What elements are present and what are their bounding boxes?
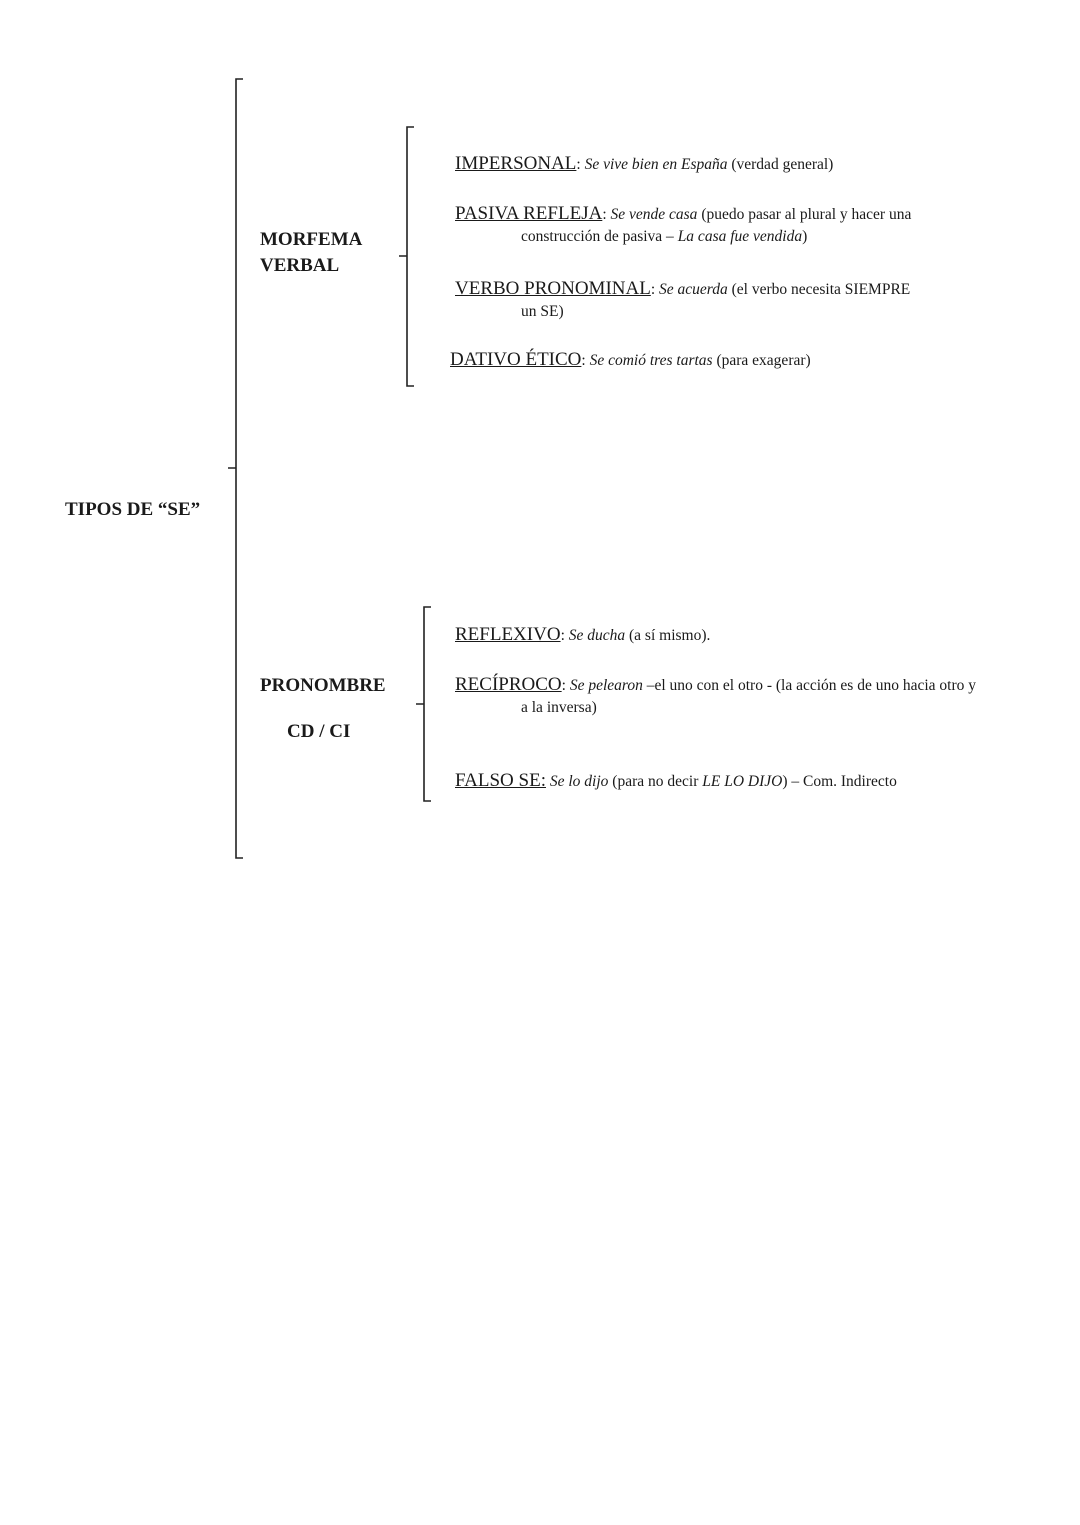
entry-cont-text: construcción de pasiva – bbox=[521, 228, 678, 245]
group-label-morfema-verbal bbox=[260, 227, 362, 279]
group-label-pronombre-line2: CD / CI bbox=[287, 721, 351, 742]
entry-rest-example: LE LO DIJO bbox=[702, 773, 783, 790]
entry-example: Se lo dijo bbox=[549, 773, 609, 790]
entry-rest: (puedo pasar al plural y hacer una bbox=[697, 206, 912, 223]
entry-sep: : bbox=[560, 627, 565, 644]
group-label-line: MORFEMA bbox=[260, 229, 363, 250]
entry-reflexivo bbox=[455, 624, 710, 647]
entry-term: FALSO SE: bbox=[455, 770, 546, 791]
entry-cont-example: La casa fue vendida bbox=[677, 228, 803, 245]
entry-continuation bbox=[521, 226, 911, 248]
entry-rest: (el verbo necesita SIEMPRE bbox=[727, 281, 911, 298]
entry-rest: (para exagerar) bbox=[712, 352, 811, 369]
root-label: TIPOS DE “SE” bbox=[65, 499, 201, 520]
entry-pasiva-refleja bbox=[455, 203, 911, 248]
entry-sep: : bbox=[581, 352, 586, 369]
entry-rest: (verdad general) bbox=[727, 156, 834, 173]
entry-rest-end: ) – Com. Indirecto bbox=[782, 773, 897, 790]
main-bracket bbox=[228, 79, 243, 858]
entry-term: VERBO PRONOMINAL bbox=[455, 278, 651, 299]
entry-rest: (para no decir bbox=[608, 773, 703, 790]
entry-sep: : bbox=[602, 206, 607, 223]
entry-rest: –el uno con el otro - (la acción es de uno hacia otro y bbox=[642, 677, 976, 694]
entry-rest: (a sí mismo). bbox=[625, 627, 711, 644]
entry-impersonal bbox=[455, 153, 833, 176]
entry-term: RECÍPROCO bbox=[455, 674, 562, 695]
entry-sep: : bbox=[561, 677, 566, 694]
entry-dativo-etico bbox=[450, 349, 811, 372]
entry-sep: : bbox=[576, 156, 581, 173]
entry-example: Se acuerda bbox=[659, 281, 728, 298]
entry-example: Se ducha bbox=[568, 627, 626, 644]
entry-example: Se vende casa bbox=[610, 206, 698, 223]
entry-term: REFLEXIVO bbox=[455, 624, 561, 645]
entry-example: Se vive bien en España bbox=[584, 156, 728, 173]
entry-example: Se pelearon bbox=[569, 677, 643, 694]
entry-term: IMPERSONAL bbox=[455, 153, 577, 174]
entry-term: PASIVA REFLEJA bbox=[455, 203, 603, 224]
entry-continuation: un SE) bbox=[521, 303, 564, 320]
entry-cont-end: ) bbox=[802, 228, 808, 245]
morfema-bracket bbox=[399, 127, 414, 386]
pronombre-bracket bbox=[416, 607, 431, 801]
group-label-line: VERBAL bbox=[260, 255, 340, 276]
entry-reciproco bbox=[455, 674, 976, 719]
entry-term: DATIVO ÉTICO bbox=[450, 349, 582, 370]
entry-verbo-pronominal bbox=[455, 278, 910, 323]
entry-example: Se comió tres tartas bbox=[589, 352, 713, 369]
entry-sep: : bbox=[650, 281, 656, 298]
entry-continuation: a la inversa) bbox=[521, 699, 597, 716]
entry-falso-se bbox=[455, 770, 897, 793]
group-label-pronombre-line1: PRONOMBRE bbox=[260, 675, 386, 696]
